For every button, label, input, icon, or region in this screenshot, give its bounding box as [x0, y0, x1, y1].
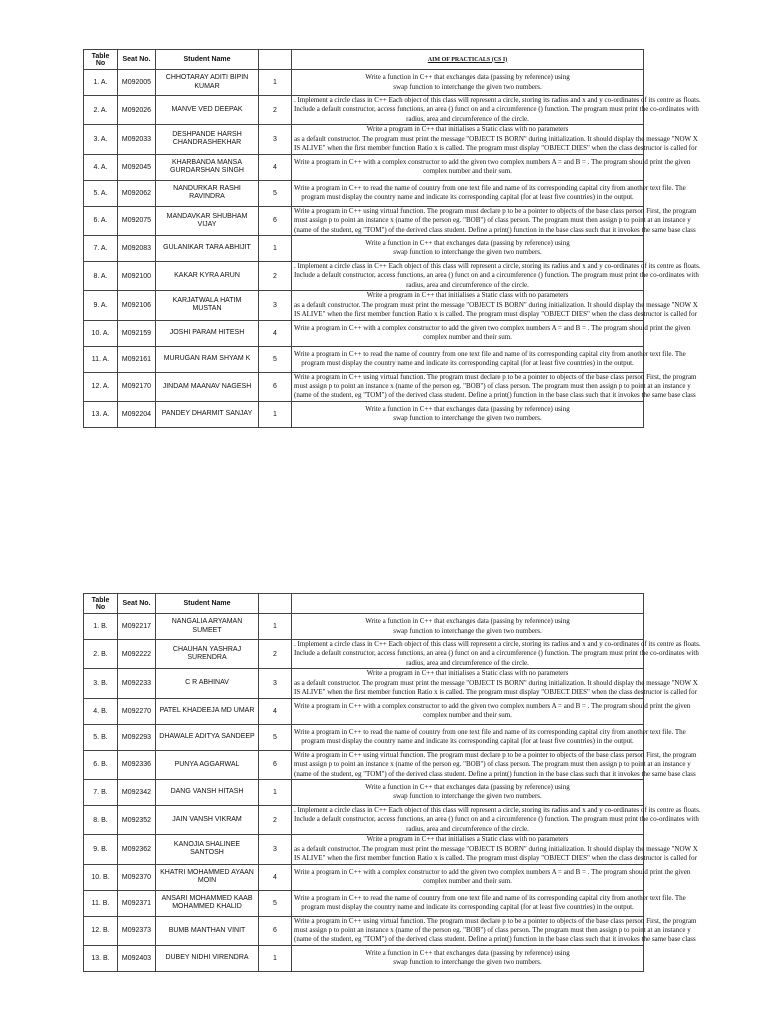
aim-text-line: must assign p to point an instance x (name of the person eg. "BOB") of class person. The program must then assign p to point at an instance y	[294, 216, 691, 225]
aim-text-line: (name of the student, eg "TOM") of the derived class student. Define a print() function in the base class such that it invokes the same base class	[294, 391, 696, 400]
student-name-cell: PUNYA AGGARWAL	[156, 750, 259, 779]
table-row	[84, 669, 644, 698]
header-seat-no: Seat No.	[118, 594, 156, 614]
aim-cell	[292, 291, 698, 320]
seat-no-cell: M092161	[118, 346, 156, 372]
header-table-no: Table No	[84, 594, 118, 614]
aim-cell	[292, 261, 701, 290]
student-name-cell: MANDAVKAR SHUBHAM VIJAY	[156, 206, 259, 235]
student-name-cell: BUMB MANTHAN VINIT	[156, 916, 259, 945]
seat-no-cell: M092336	[118, 750, 156, 779]
table-no-cell: 12. A.	[84, 372, 118, 401]
seat-no-cell: M092083	[118, 235, 156, 261]
table-no-cell: 11. A.	[84, 346, 118, 372]
student-name-cell: JAIN VANSH VIKRAM	[156, 805, 259, 834]
practical-no-cell: 2	[259, 805, 292, 834]
aim-text-line: as a default constructor. The program must print the message "OBJECT IS BORN" during initialization. It should display the message "NOW X	[294, 844, 698, 853]
seat-no-cell: M092293	[118, 724, 156, 750]
aim-text-line: as a default constructor. The program must print the message "OBJECT IS BORN" during initialization. It should display the message "NOW X	[294, 134, 698, 143]
table-no-cell: 9. B.	[84, 835, 118, 864]
table-no-cell: 2. B.	[84, 640, 118, 669]
aim-text-line: Write a program in C++ with a complex constructor to add the given two complex numbers A = and B = . The program should print the given	[294, 157, 691, 166]
aim-cell	[292, 96, 701, 125]
table-row	[84, 372, 644, 401]
student-name-cell: CHAUHAN YASHRAJ SURENDRA	[156, 640, 259, 669]
aim-cell	[292, 372, 697, 401]
practical-no-cell: 2	[259, 96, 292, 125]
table-row	[84, 614, 644, 640]
table-no-cell: 13. B.	[84, 945, 118, 971]
table-body	[84, 70, 701, 428]
table-row	[84, 835, 644, 864]
student-name-cell: DANG VANSH HITASH	[156, 779, 259, 805]
aim-text-line: Write a program in C++ that initialises a Static class with no parameters	[366, 125, 569, 134]
aim-text-line: Write a program in C++ using virtual function. The program must declare p to be a pointer to objects of the base class person First, the program	[294, 372, 697, 381]
practical-no-cell: 2	[259, 261, 292, 290]
table-no-cell: 8. B.	[84, 805, 118, 834]
aim-cell	[292, 750, 697, 779]
table-row	[84, 346, 644, 372]
aim-text-line: Write a program in C++ using virtual function. The program must declare p to be a pointer to objects of the base class person First, the program	[294, 916, 697, 925]
practical-no-cell: 4	[259, 864, 292, 890]
aim-text-line: Include a default constructor, access functions, an area () funct on and a circumference () function. The program must print the co-ordinates with	[294, 649, 699, 658]
aim-cell	[292, 614, 644, 640]
aim-cell	[292, 669, 698, 698]
student-name-cell: DUBEY NIDHI VIRENDRA	[156, 945, 259, 971]
practical-no-cell: 6	[259, 916, 292, 945]
seat-no-cell: M092045	[118, 154, 156, 180]
aim-text-line: . Implement a circle class in C++ Each object of this class will represent a circle, storing its radius and x and y co-ordinates of its centre as floats.	[294, 640, 701, 648]
seat-no-cell: M092026	[118, 96, 156, 125]
practical-no-cell: 3	[259, 669, 292, 698]
practical-no-cell: 1	[259, 401, 292, 427]
aim-text-line: IS ALIVE" when the first member function Ratio x is called. The program must display "OBJECT DIES" when the class destructor is called for	[294, 310, 697, 319]
student-name-cell: KARJATWALA HATIM MUSTAN	[156, 291, 259, 320]
seat-no-cell: M092222	[118, 640, 156, 669]
aim-text-line: complex number and their sum.	[423, 877, 512, 886]
aim-cell	[292, 805, 701, 834]
aim-cell	[292, 346, 686, 372]
practical-no-cell: 6	[259, 750, 292, 779]
aim-text-line: radius, area and circumference of the circle.	[406, 114, 529, 123]
table-row	[84, 945, 644, 971]
table-no-cell: 5. A.	[84, 180, 118, 206]
practical-no-cell: 4	[259, 320, 292, 346]
table-no-cell: 11. B.	[84, 890, 118, 916]
table-no-cell: 6. A.	[84, 206, 118, 235]
aim-text-line: Write a function in C++ that exchanges data (passing by reference) using	[365, 617, 570, 626]
table-no-cell: 1. B.	[84, 614, 118, 640]
practicals-table-a	[83, 49, 701, 428]
table-no-cell: 10. A.	[84, 320, 118, 346]
practical-no-cell: 4	[259, 698, 292, 724]
header-practical-no	[259, 50, 292, 70]
table-row	[84, 291, 644, 320]
aim-text-line: Write a function in C++ that exchanges data (passing by reference) using	[365, 73, 570, 82]
aim-text-line: program must display the country name and indicate its corresponding capital (for at least five countries) in the output.	[301, 359, 634, 368]
aim-text-line: radius, area and circumference of the circle.	[406, 280, 529, 289]
table-row	[84, 750, 644, 779]
aim-cell	[292, 401, 644, 427]
aim-text-line: Write a program in C++ using virtual function. The program must declare p to be a pointer to objects of the base class person First, the program	[294, 206, 697, 215]
aim-cell	[292, 640, 701, 669]
practical-no-cell: 3	[259, 835, 292, 864]
aim-text-line: program must display the country name and indicate its corresponding capital (for at least five countries) in the output.	[301, 903, 634, 912]
aim-text-line: Include a default constructor, access functions, an area () funct on and a circumference () function. The program must print the co-ordinates with	[294, 815, 699, 824]
aim-text-line: Write a program in C++ that initialises a Static class with no parameters	[366, 669, 569, 678]
aim-cell	[292, 779, 644, 805]
aim-text-line: Write a program in C++ with a complex constructor to add the given two complex numbers A = and B = . The program should print the given	[294, 323, 691, 332]
table-row	[84, 154, 644, 180]
practical-no-cell: 4	[259, 154, 292, 180]
student-name-cell: CHHOTARAY ADITI BIPIN KUMAR	[156, 70, 259, 96]
header-aim: AIM OF PRACTICALS (CS I)	[292, 50, 644, 70]
table-row	[84, 70, 644, 96]
table-no-cell: 10. B.	[84, 864, 118, 890]
student-name-cell: KHATRI MOHAMMED AYAAN MOIN	[156, 864, 259, 890]
aim-cell	[292, 916, 697, 945]
aim-text-line: Write a program in C++ that initialises a Static class with no parameters	[366, 835, 569, 844]
seat-no-cell: M092204	[118, 401, 156, 427]
practical-no-cell: 1	[259, 70, 292, 96]
aim-text-line: Write a program in C++ to read the name of country from one text file and name of its corresponding capital city from another text file. The	[294, 349, 686, 358]
aim-text-line: IS ALIVE" when the first member function Ratio x is called. The program must display "OBJECT DIES" when the class destructor is called for	[294, 144, 697, 153]
table-row	[84, 779, 644, 805]
aim-text-line: Write a function in C++ that exchanges data (passing by reference) using	[365, 948, 570, 957]
aim-cell	[292, 125, 698, 154]
practical-no-cell: 5	[259, 724, 292, 750]
table-row	[84, 698, 644, 724]
header-practical-no	[259, 594, 292, 614]
aim-text-line: IS ALIVE" when the first member function Ratio x is called. The program must display "OBJECT DIES" when the class destructor is called for	[294, 854, 697, 863]
aim-text-line: program must display the country name and indicate its corresponding capital (for at least five countries) in the output.	[301, 737, 634, 746]
seat-no-cell: M092062	[118, 180, 156, 206]
aim-text-line: complex number and their sum.	[423, 333, 512, 342]
student-name-cell: KHARBANDA MANSA GURDARSHAN SINGH	[156, 154, 259, 180]
seat-no-cell: M092362	[118, 835, 156, 864]
aim-text-line: must assign p to point an instance x (name of the person eg. "BOB") of class person. The program must then assign p to point at an instance y	[294, 382, 691, 390]
aim-text-line: . Implement a circle class in C++ Each object of this class will represent a circle, storing its radius and x and y co-ordinates of its centre as floats.	[294, 805, 701, 814]
aim-text-line: (name of the student, eg "TOM") of the derived class student. Define a print() function in the base class such that it invokes the same base class	[294, 769, 696, 778]
header-student-name: Student Name	[156, 594, 259, 614]
practical-no-cell: 6	[259, 372, 292, 401]
table-row	[84, 261, 644, 290]
aim-text-line: Write a function in C++ that exchanges data (passing by reference) using	[365, 239, 570, 247]
header-row	[84, 50, 644, 70]
seat-no-cell: M092270	[118, 698, 156, 724]
student-name-cell: ANSARI MOHAMMED KAAB MOHAMMED KHALID	[156, 890, 259, 916]
aim-text-line: Write a function in C++ that exchanges data (passing by reference) using	[365, 783, 570, 791]
student-name-cell: NANDURKAR RASHI RAVINDRA	[156, 180, 259, 206]
aim-text-line: swap function to interchange the given two numbers.	[393, 414, 542, 423]
aim-text-line: (name of the student, eg "TOM") of the derived class student. Define a print() function in the base class such that it invokes the same base class	[294, 935, 696, 944]
aim-text-line: Write a program in C++ using virtual function. The program must declare p to be a pointer to objects of the base class person First, the program	[294, 750, 697, 759]
header-row	[84, 594, 644, 614]
practical-no-cell: 5	[259, 890, 292, 916]
seat-no-cell: M092005	[118, 70, 156, 96]
table-row	[84, 235, 644, 261]
student-name-cell: MANVE VED DEEPAK	[156, 96, 259, 125]
aim-cell	[292, 864, 691, 890]
seat-no-cell: M092373	[118, 916, 156, 945]
aim-text-line: Write a program in C++ to read the name of country from one text file and name of its corresponding capital city from another text file. The	[294, 727, 686, 736]
table-row	[84, 320, 644, 346]
aim-cell	[292, 698, 691, 724]
aim-text-line: Write a function in C++ that exchanges data (passing by reference) using	[365, 404, 570, 413]
practical-no-cell: 3	[259, 125, 292, 154]
seat-no-cell: M092233	[118, 669, 156, 698]
aim-cell	[292, 180, 686, 206]
student-name-cell: KAKAR KYRA ARUN	[156, 261, 259, 290]
table-no-cell: 4. A.	[84, 154, 118, 180]
aim-cell	[292, 154, 691, 180]
student-name-cell: NANGALIA ARYAMAN SUMEET	[156, 614, 259, 640]
practical-no-cell: 2	[259, 640, 292, 669]
table-no-cell: 3. A.	[84, 125, 118, 154]
aim-cell	[292, 206, 697, 235]
table-no-cell: 4. B.	[84, 698, 118, 724]
aim-text-line: swap function to interchange the given two numbers.	[393, 82, 542, 91]
aim-text-line: Write a program in C++ to read the name of country from one text file and name of its corresponding capital city from another text file. The	[294, 183, 686, 192]
seat-no-cell: M092075	[118, 206, 156, 235]
practical-no-cell: 5	[259, 180, 292, 206]
aim-text-line: (name of the student, eg "TOM") of the derived class student. Define a print() function in the base class such that it invokes the same base class	[294, 225, 696, 234]
practical-no-cell: 3	[259, 291, 292, 320]
student-name-cell: PATEL KHADEEJA MD UMAR	[156, 698, 259, 724]
aim-text-line: as a default constructor. The program must print the message "OBJECT IS BORN" during initialization. It should display the message "NOW X	[294, 678, 698, 687]
aim-text-line: Write a program in C++ to read the name of country from one text file and name of its corresponding capital city from another text file. The	[294, 893, 686, 902]
student-name-cell: C R ABHINAV	[156, 669, 259, 698]
aim-cell	[292, 945, 644, 971]
table-no-cell: 8. A.	[84, 261, 118, 290]
student-name-cell: DESHPANDE HARSH CHANDRASHEKHAR	[156, 125, 259, 154]
table-row	[84, 180, 644, 206]
table-no-cell: 2. A.	[84, 96, 118, 125]
table-row	[84, 805, 644, 834]
table-no-cell: 5. B.	[84, 724, 118, 750]
seat-no-cell: M092342	[118, 779, 156, 805]
student-name-cell: MURUGAN RAM SHYAM K	[156, 346, 259, 372]
seat-no-cell: M092370	[118, 864, 156, 890]
header-table-no: Table No	[84, 50, 118, 70]
practicals-table-b	[83, 593, 701, 972]
header-aim-blank	[292, 594, 644, 614]
aim-cell	[292, 724, 686, 750]
aim-text-line: complex number and their sum.	[423, 167, 512, 176]
seat-no-cell: M092159	[118, 320, 156, 346]
table-no-cell: 1. A.	[84, 70, 118, 96]
aim-text-line: program must display the country name and indicate its corresponding capital (for at least five countries) in the output.	[301, 193, 634, 202]
table-no-cell: 12. B.	[84, 916, 118, 945]
practical-no-cell: 5	[259, 346, 292, 372]
seat-no-cell: M092352	[118, 805, 156, 834]
table-row	[84, 724, 644, 750]
aim-text-line: swap function to interchange the given two numbers.	[393, 248, 542, 257]
practical-no-cell: 1	[259, 614, 292, 640]
table-row	[84, 206, 644, 235]
table-body	[84, 614, 701, 972]
table-row	[84, 401, 644, 427]
table-row	[84, 864, 644, 890]
table-no-cell: 6. B.	[84, 750, 118, 779]
aim-text-line: Write a program in C++ with a complex constructor to add the given two complex numbers A = and B = . The program should print the given	[294, 867, 691, 876]
practical-no-cell: 1	[259, 779, 292, 805]
student-name-cell: PANDEY DHARMIT SANJAY	[156, 401, 259, 427]
table-no-cell: 7. A.	[84, 235, 118, 261]
aim-text-line: Include a default constructor, access functions, an area () funct on and a circumference () function. The program must print the co-ordinates with	[294, 271, 699, 280]
seat-no-cell: M092403	[118, 945, 156, 971]
aim-text-line: Write a program in C++ with a complex constructor to add the given two complex numbers A = and B = . The program should print the given	[294, 701, 691, 710]
student-name-cell: KANOJIA SHALINEE SANTOSH	[156, 835, 259, 864]
aim-cell	[292, 235, 644, 261]
aim-text-line: complex number and their sum.	[423, 711, 512, 720]
aim-text-line: must assign p to point an instance x (name of the person eg. "BOB") of class person. The program must then assign p to point at an instance y	[294, 926, 691, 934]
seat-no-cell: M092371	[118, 890, 156, 916]
table-no-cell: 13. A.	[84, 401, 118, 427]
practical-no-cell: 1	[259, 235, 292, 261]
student-name-cell: GULANIKAR TARA ABHIJIT	[156, 235, 259, 261]
aim-text-line: must assign p to point an instance x (name of the person eg. "BOB") of class person. The program must then assign p to point at an instance y	[294, 760, 691, 769]
table-row	[84, 890, 644, 916]
seat-no-cell: M092100	[118, 261, 156, 290]
header-seat-no: Seat No.	[118, 50, 156, 70]
aim-text-line: as a default constructor. The program must print the message "OBJECT IS BORN" during initialization. It should display the message "NOW X	[294, 300, 698, 309]
aim-text-line: radius, area and circumference of the circle.	[406, 824, 529, 833]
aim-text-line: swap function to interchange the given two numbers.	[393, 958, 542, 967]
practical-no-cell: 1	[259, 945, 292, 971]
aim-text-line: . Implement a circle class in C++ Each object of this class will represent a circle, storing its radius and x and y co-ordinates of its centre as floats.	[294, 96, 701, 104]
seat-no-cell: M092217	[118, 614, 156, 640]
practical-no-cell: 6	[259, 206, 292, 235]
student-name-cell: DHAWALE ADITYA SANDEEP	[156, 724, 259, 750]
aim-text-line: Write a program in C++ that initialises a Static class with no parameters	[366, 291, 569, 300]
table-no-cell: 9. A.	[84, 291, 118, 320]
aim-text-line: radius, area and circumference of the circle.	[406, 658, 529, 667]
seat-no-cell: M092106	[118, 291, 156, 320]
aim-text-line: swap function to interchange the given two numbers.	[393, 626, 542, 635]
table-no-cell: 7. B.	[84, 779, 118, 805]
student-name-cell: JINDAM MAANAV NAGESH	[156, 372, 259, 401]
header-student-name: Student Name	[156, 50, 259, 70]
seat-no-cell: M092170	[118, 372, 156, 401]
table-row	[84, 640, 644, 669]
aim-cell	[292, 320, 691, 346]
aim-cell	[292, 835, 698, 864]
aim-text-line: IS ALIVE" when the first member function Ratio x is called. The program must display "OBJECT DIES" when the class destructor is called for	[294, 688, 697, 697]
student-name-cell: JOSHI PARAM HITESH	[156, 320, 259, 346]
table-row	[84, 916, 644, 945]
table-no-cell: 3. B.	[84, 669, 118, 698]
aim-text-line: Include a default constructor, access functions, an area () funct on and a circumference () function. The program must print the co-ordinates with	[294, 105, 699, 114]
aim-cell	[292, 70, 644, 96]
aim-text-line: swap function to interchange the given two numbers.	[393, 792, 542, 801]
aim-text-line: . Implement a circle class in C++ Each object of this class will represent a circle, storing its radius and x and y co-ordinates of its centre as floats.	[294, 261, 701, 270]
table-row	[84, 96, 644, 125]
table-row	[84, 125, 644, 154]
aim-cell	[292, 890, 686, 916]
seat-no-cell: M092033	[118, 125, 156, 154]
